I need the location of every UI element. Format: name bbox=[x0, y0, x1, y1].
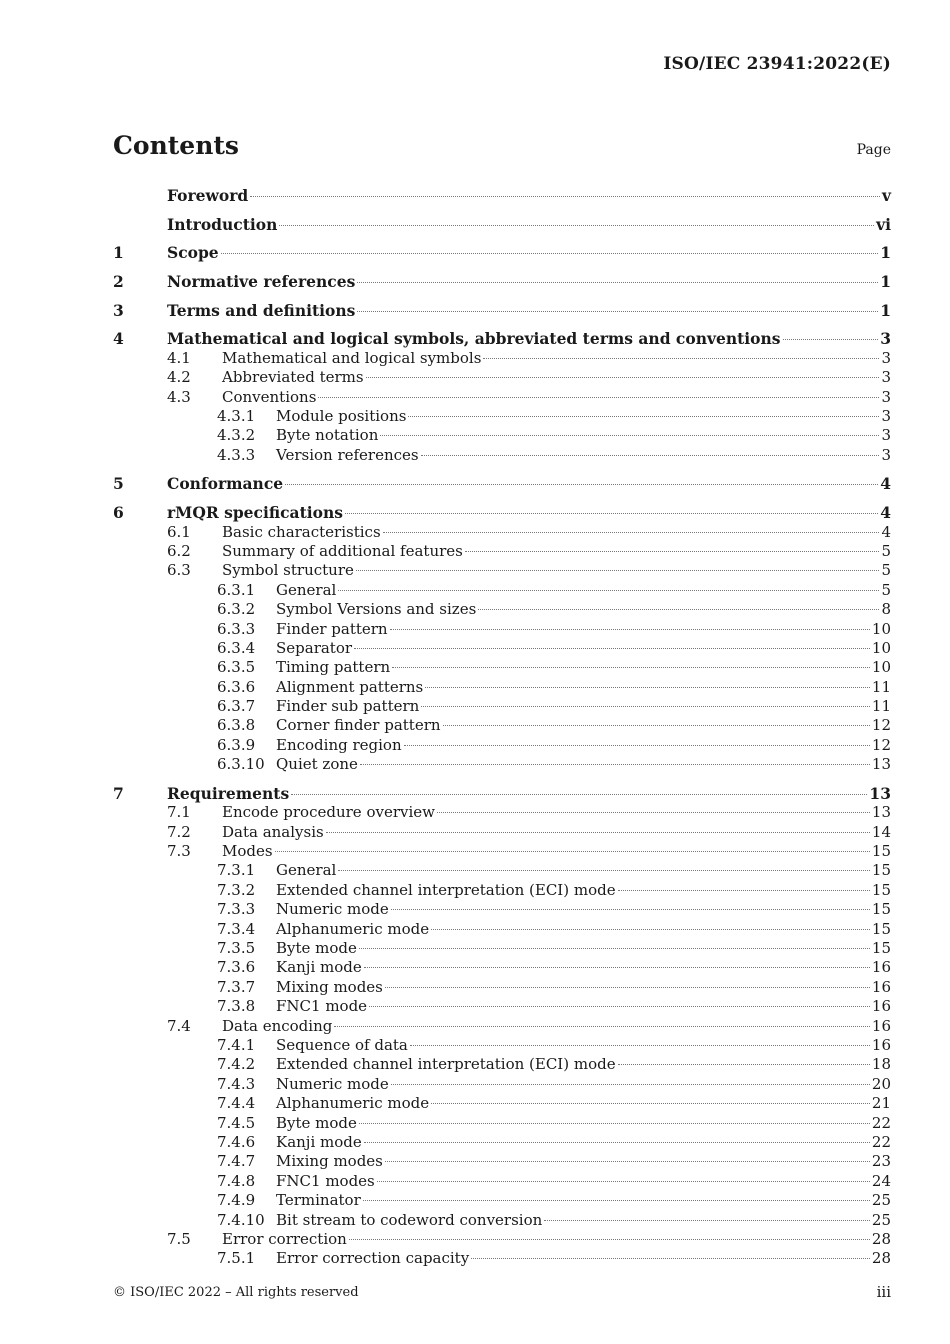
toc-entry-page: 11 bbox=[871, 677, 891, 696]
toc-entry[interactable] bbox=[113, 426, 891, 445]
toc-dot-leader bbox=[425, 686, 870, 688]
toc-entry-number: 7.4.2 bbox=[217, 1055, 256, 1074]
toc-entry-number: 6.3.1 bbox=[217, 580, 256, 599]
toc-entry-number: 6.3.7 bbox=[217, 697, 256, 716]
toc-entry-title: Alphanumeric mode bbox=[276, 1094, 430, 1113]
toc-entry-page: 5 bbox=[881, 580, 891, 599]
toc-entry-page: 23 bbox=[871, 1152, 891, 1171]
toc-entry-number: 6.3.5 bbox=[217, 658, 256, 677]
toc-dot-leader bbox=[334, 1025, 870, 1027]
toc-entry-title: FNC1 mode bbox=[276, 997, 368, 1016]
toc-entry-number: 7.1 bbox=[167, 803, 191, 822]
toc-entry[interactable] bbox=[113, 1152, 891, 1171]
toc-entry[interactable] bbox=[113, 755, 891, 774]
toc-entry-page: 21 bbox=[871, 1094, 891, 1113]
toc-entry-number: 7.3.6 bbox=[217, 958, 256, 977]
toc-entry-page: 3 bbox=[881, 387, 891, 406]
toc-entry-title: Modes bbox=[222, 842, 273, 861]
toc-dot-leader bbox=[338, 869, 870, 871]
toc-entry-number: 7.4.10 bbox=[217, 1210, 265, 1229]
toc-entry-title: Conventions bbox=[222, 387, 317, 406]
toc-dot-leader bbox=[431, 928, 870, 930]
toc-dot-leader bbox=[359, 1122, 870, 1124]
toc-entry-number: 6.3 bbox=[167, 561, 191, 580]
page-column-label: Page bbox=[856, 142, 891, 158]
toc-entry-page: 28 bbox=[871, 1249, 891, 1268]
toc-entry-title: Quiet zone bbox=[276, 755, 358, 774]
toc-entry-title: Byte mode bbox=[276, 939, 357, 958]
toc-entry-title: Kanji mode bbox=[276, 1132, 362, 1151]
toc-entry-title: Extended channel interpretation (ECI) mode bbox=[276, 880, 616, 899]
toc-dot-leader bbox=[385, 1160, 870, 1162]
document-header-id: ISO/IEC 23941:2022(E) bbox=[663, 54, 891, 74]
toc-dot-leader bbox=[478, 608, 879, 610]
toc-entry[interactable] bbox=[113, 639, 891, 658]
toc-entry-number: 6.3.4 bbox=[217, 638, 256, 657]
toc-entry-number: 7.4.1 bbox=[217, 1036, 256, 1054]
toc-entry-page: 13 bbox=[871, 755, 891, 774]
toc-entry[interactable] bbox=[113, 581, 891, 600]
toc-entry-title: Finder sub pattern bbox=[276, 697, 420, 716]
toc-dot-leader bbox=[369, 1005, 870, 1007]
toc-entry-number: 7.3.7 bbox=[217, 977, 256, 996]
toc-entry-number: 4.3.3 bbox=[217, 445, 256, 464]
toc-entry-number: 7.5 bbox=[167, 1229, 191, 1248]
toc-dot-leader bbox=[318, 396, 879, 398]
toc-dot-leader bbox=[338, 589, 879, 591]
toc-entry[interactable] bbox=[113, 1133, 891, 1152]
toc-entry-title: Data analysis bbox=[222, 822, 324, 841]
toc-entry-title: Symbol structure bbox=[222, 561, 354, 580]
toc-entry-page: 5 bbox=[881, 541, 891, 560]
table-of-contents bbox=[113, 186, 891, 1269]
toc-entry-page: 28 bbox=[871, 1229, 891, 1248]
toc-entry[interactable] bbox=[113, 1211, 891, 1230]
toc-dot-leader bbox=[275, 850, 870, 852]
toc-entry[interactable] bbox=[113, 736, 891, 755]
toc-entry-number: 6.3.8 bbox=[217, 716, 256, 735]
toc-entry[interactable] bbox=[113, 803, 891, 822]
toc-entry-number: 7.3.8 bbox=[217, 997, 256, 1016]
toc-entry-page: 25 bbox=[871, 1191, 891, 1210]
toc-entry-title: Timing pattern bbox=[276, 658, 391, 677]
toc-entry-page: 1 bbox=[880, 300, 891, 320]
toc-entry-title: Alignment patterns bbox=[276, 677, 424, 696]
toc-dot-leader bbox=[366, 376, 880, 378]
toc-entry-title: Kanji mode bbox=[276, 958, 362, 977]
toc-entry[interactable] bbox=[113, 407, 891, 426]
toc-dot-leader bbox=[326, 831, 870, 833]
toc-dot-leader bbox=[421, 454, 880, 456]
toc-entry-number: 6.3.10 bbox=[217, 755, 265, 774]
toc-entry[interactable] bbox=[113, 600, 891, 619]
toc-entry-number: 5 bbox=[113, 474, 124, 494]
toc-entry-title: Foreword bbox=[167, 186, 249, 205]
toc-entry[interactable] bbox=[113, 658, 891, 677]
toc-entry[interactable] bbox=[113, 920, 891, 939]
toc-entry-number: 7.4.6 bbox=[217, 1132, 256, 1151]
toc-entry-title: Separator bbox=[276, 638, 353, 657]
toc-entry-title: Error correction capacity bbox=[276, 1249, 470, 1268]
toc-dot-leader bbox=[356, 569, 880, 571]
toc-entry-number: 7.3.1 bbox=[217, 861, 256, 880]
toc-entry-number: 7.3.4 bbox=[217, 919, 256, 938]
toc-entry-page: 4 bbox=[880, 474, 891, 494]
toc-entry-page: 3 bbox=[881, 445, 891, 464]
toc-entry-title: Conformance bbox=[167, 474, 284, 494]
toc-entry-page: 24 bbox=[871, 1171, 891, 1190]
toc-entry[interactable] bbox=[113, 1036, 891, 1055]
toc-entry-number: 6.3.6 bbox=[217, 677, 256, 696]
toc-entry-number: 6.3.3 bbox=[217, 619, 256, 638]
toc-entry-page: 16 bbox=[871, 958, 891, 977]
toc-entry-number: 7.4.3 bbox=[217, 1074, 256, 1093]
toc-dot-leader bbox=[391, 1083, 870, 1085]
toc-entry-page: 5 bbox=[881, 561, 891, 580]
toc-entry[interactable] bbox=[113, 215, 891, 234]
toc-dot-leader bbox=[364, 966, 870, 968]
toc-entry[interactable] bbox=[113, 861, 891, 880]
toc-dot-leader bbox=[385, 986, 870, 988]
toc-entry-page: 18 bbox=[871, 1055, 891, 1074]
toc-entry[interactable] bbox=[113, 1172, 891, 1191]
toc-dot-leader bbox=[544, 1219, 870, 1221]
toc-entry-title: Error correction bbox=[222, 1229, 347, 1248]
toc-entry-number: 4.2 bbox=[167, 368, 191, 387]
footer-page-number: iii bbox=[876, 1283, 891, 1301]
toc-entry-page: 1 bbox=[880, 243, 891, 263]
toc-entry[interactable] bbox=[113, 503, 891, 522]
toc-entry-number: 6.2 bbox=[167, 541, 191, 560]
toc-dot-leader bbox=[410, 1044, 870, 1046]
toc-entry-page: 16 bbox=[871, 997, 891, 1016]
toc-entry-title: Normative references bbox=[167, 272, 356, 292]
toc-entry-title: General bbox=[276, 861, 337, 880]
toc-entry[interactable] bbox=[113, 784, 891, 803]
toc-dot-leader bbox=[380, 434, 879, 436]
toc-dot-leader bbox=[250, 195, 880, 197]
toc-entry[interactable] bbox=[113, 620, 891, 639]
toc-entry-number: 7.3.2 bbox=[217, 880, 256, 899]
toc-entry-number: 1 bbox=[113, 243, 124, 263]
toc-entry-title: Sequence of data bbox=[276, 1036, 408, 1054]
toc-entry-number: 7.4 bbox=[167, 1016, 191, 1035]
toc-entry-page: v bbox=[881, 186, 891, 205]
toc-dot-leader bbox=[359, 947, 870, 949]
toc-entry[interactable] bbox=[113, 678, 891, 697]
toc-entry-title: Module positions bbox=[276, 407, 407, 425]
toc-dot-leader bbox=[357, 310, 878, 312]
toc-entry[interactable] bbox=[113, 823, 891, 842]
toc-entry[interactable] bbox=[113, 1055, 891, 1074]
toc-entry[interactable] bbox=[113, 243, 891, 262]
toc-entry-title: Alphanumeric mode bbox=[276, 919, 430, 938]
toc-entry-page: 16 bbox=[871, 1036, 891, 1054]
toc-dot-leader bbox=[421, 705, 870, 707]
toc-entry[interactable] bbox=[113, 1191, 891, 1210]
toc-entry-page: 3 bbox=[881, 426, 891, 445]
toc-dot-leader bbox=[465, 550, 880, 552]
toc-dot-leader bbox=[363, 1199, 870, 1201]
toc-entry-number: 7.4.7 bbox=[217, 1152, 256, 1171]
toc-entry-number: 2 bbox=[113, 272, 124, 292]
toc-entry-page: 15 bbox=[871, 919, 891, 938]
toc-entry-title: General bbox=[276, 580, 337, 599]
toc-entry-number: 7.2 bbox=[167, 822, 191, 841]
toc-entry[interactable] bbox=[113, 368, 891, 387]
toc-entry-number: 4.3.1 bbox=[217, 407, 256, 425]
toc-entry-title: rMQR specifications bbox=[167, 503, 343, 523]
toc-entry-number: 4.1 bbox=[167, 348, 191, 367]
toc-dot-leader bbox=[345, 512, 878, 514]
toc-entry-title: Extended channel interpretation (ECI) mode bbox=[276, 1055, 616, 1074]
toc-entry-title: Encoding region bbox=[276, 735, 402, 754]
toc-entry-page: 20 bbox=[871, 1074, 891, 1093]
toc-entry-title: Data encoding bbox=[222, 1016, 333, 1035]
toc-entry-number: 7.3.5 bbox=[217, 939, 256, 958]
toc-entry-page: 8 bbox=[881, 600, 891, 619]
toc-entry-title: Terminator bbox=[276, 1191, 361, 1210]
toc-entry-page: 4 bbox=[881, 522, 891, 541]
toc-entry-page: 10 bbox=[871, 658, 891, 677]
toc-entry[interactable] bbox=[113, 697, 891, 716]
toc-dot-leader bbox=[391, 908, 870, 910]
toc-entry-page: 12 bbox=[871, 716, 891, 735]
toc-entry[interactable] bbox=[113, 272, 891, 291]
toc-entry-page: 22 bbox=[871, 1113, 891, 1132]
toc-entry-number: 7.4.8 bbox=[217, 1171, 256, 1190]
toc-dot-leader bbox=[291, 793, 867, 795]
toc-entry-page: 3 bbox=[881, 348, 891, 367]
toc-dot-leader bbox=[349, 1238, 870, 1240]
toc-entry[interactable] bbox=[113, 978, 891, 997]
toc-entry-title: Numeric mode bbox=[276, 1074, 389, 1093]
toc-entry-title: Requirements bbox=[167, 783, 290, 803]
toc-entry[interactable] bbox=[113, 1017, 891, 1036]
toc-dot-leader bbox=[471, 1257, 870, 1259]
toc-entry-page: 13 bbox=[871, 803, 891, 822]
toc-entry-page: 3 bbox=[881, 368, 891, 387]
toc-dot-leader bbox=[443, 724, 870, 726]
toc-dot-leader bbox=[221, 252, 879, 254]
toc-entry[interactable] bbox=[113, 446, 891, 465]
toc-entry[interactable] bbox=[113, 939, 891, 958]
toc-entry-page: 12 bbox=[871, 735, 891, 754]
toc-entry-number: 7 bbox=[113, 783, 124, 803]
toc-dot-leader bbox=[437, 811, 870, 813]
toc-entry[interactable] bbox=[113, 958, 891, 977]
toc-entry-page: 13 bbox=[869, 783, 891, 803]
toc-entry-number: 6.3.9 bbox=[217, 735, 256, 754]
toc-entry-page: 11 bbox=[871, 697, 891, 716]
toc-entry-page: 15 bbox=[871, 900, 891, 919]
toc-entry[interactable] bbox=[113, 561, 891, 580]
toc-entry-number: 6.1 bbox=[167, 522, 191, 541]
footer-copyright: © ISO/IEC 2022 – All rights reserved bbox=[113, 1285, 359, 1300]
toc-entry-title: Symbol Versions and sizes bbox=[276, 600, 477, 619]
toc-entry[interactable] bbox=[113, 900, 891, 919]
toc-entry-title: Summary of additional features bbox=[222, 541, 463, 560]
toc-dot-leader bbox=[483, 357, 879, 359]
toc-entry-number: 6.3.2 bbox=[217, 600, 256, 619]
toc-entry-title: Mathematical and logical symbols, abbreviated terms and conventions bbox=[167, 329, 781, 349]
toc-entry-number: 7.4.4 bbox=[217, 1094, 256, 1113]
toc-dot-leader bbox=[279, 224, 874, 226]
toc-entry-title: Mathematical and logical symbols bbox=[222, 348, 482, 367]
toc-entry-page: 15 bbox=[871, 939, 891, 958]
toc-entry-title: Introduction bbox=[167, 214, 278, 234]
toc-dot-leader bbox=[431, 1102, 870, 1104]
toc-entry-number: 7.3 bbox=[167, 842, 191, 861]
toc-entry[interactable] bbox=[113, 349, 891, 368]
toc-dot-leader bbox=[383, 531, 880, 533]
toc-entry-number: 4 bbox=[113, 329, 124, 349]
toc-entry-page: 16 bbox=[871, 1016, 891, 1035]
toc-entry-title: Mixing modes bbox=[276, 977, 383, 996]
toc-entry-number: 3 bbox=[113, 300, 124, 320]
toc-dot-leader bbox=[360, 763, 870, 765]
toc-entry[interactable] bbox=[113, 329, 891, 348]
toc-dot-leader bbox=[285, 483, 878, 485]
toc-entry[interactable] bbox=[113, 542, 891, 561]
toc-entry-title: Terms and definitions bbox=[167, 300, 356, 320]
toc-entry[interactable] bbox=[113, 1249, 891, 1268]
toc-entry-title: Encode procedure overview bbox=[222, 803, 435, 822]
toc-entry[interactable] bbox=[113, 1230, 891, 1249]
toc-entry-page: vi bbox=[876, 214, 891, 234]
toc-entry[interactable] bbox=[113, 301, 891, 320]
toc-entry[interactable] bbox=[113, 1075, 891, 1094]
toc-entry-page: 15 bbox=[871, 842, 891, 861]
toc-dot-leader bbox=[357, 281, 878, 283]
toc-entry-number: 6 bbox=[113, 503, 124, 523]
toc-entry[interactable] bbox=[113, 1114, 891, 1133]
toc-entry-title: FNC1 modes bbox=[276, 1171, 375, 1190]
toc-entry-title: Bit stream to codeword conversion bbox=[276, 1210, 543, 1229]
toc-entry-title: Finder pattern bbox=[276, 619, 388, 638]
toc-entry[interactable] bbox=[113, 1094, 891, 1113]
toc-dot-leader bbox=[404, 744, 870, 746]
toc-entry-number: 4.3.2 bbox=[217, 426, 256, 445]
toc-entry-page: 10 bbox=[871, 638, 891, 657]
toc-entry[interactable] bbox=[113, 523, 891, 542]
toc-dot-leader bbox=[392, 666, 870, 668]
toc-entry-number: 4.3 bbox=[167, 387, 191, 406]
toc-entry[interactable] bbox=[113, 474, 891, 493]
toc-dot-leader bbox=[618, 889, 870, 891]
toc-entry[interactable] bbox=[113, 842, 891, 861]
toc-entry[interactable] bbox=[113, 186, 891, 205]
toc-entry-page: 3 bbox=[881, 407, 891, 425]
toc-entry-page: 16 bbox=[871, 977, 891, 996]
toc-entry-number: 7.4.5 bbox=[217, 1113, 256, 1132]
toc-entry-page: 1 bbox=[880, 272, 891, 292]
toc-entry-title: Abbreviated terms bbox=[222, 368, 364, 387]
toc-entry-title: Scope bbox=[167, 243, 219, 263]
toc-entry-title: Byte notation bbox=[276, 426, 379, 445]
toc-dot-leader bbox=[408, 415, 879, 417]
toc-entry-page: 22 bbox=[871, 1132, 891, 1151]
toc-dot-leader bbox=[618, 1063, 870, 1065]
contents-title: Contents bbox=[113, 131, 240, 160]
toc-dot-leader bbox=[354, 647, 870, 649]
toc-entry-title: Basic characteristics bbox=[222, 522, 381, 541]
toc-dot-leader bbox=[390, 628, 870, 630]
toc-entry-page: 15 bbox=[871, 880, 891, 899]
toc-entry-number: 7.5.1 bbox=[217, 1249, 256, 1268]
toc-entry-number: 7.3.3 bbox=[217, 900, 256, 919]
toc-entry-title: Numeric mode bbox=[276, 900, 389, 919]
toc-entry[interactable] bbox=[113, 716, 891, 735]
toc-entry-title: Mixing modes bbox=[276, 1152, 383, 1171]
toc-entry-page: 25 bbox=[871, 1210, 891, 1229]
toc-entry[interactable] bbox=[113, 388, 891, 407]
toc-dot-leader bbox=[783, 338, 879, 340]
toc-entry-title: Corner finder pattern bbox=[276, 716, 441, 735]
toc-entry[interactable] bbox=[113, 997, 891, 1016]
toc-entry-title: Byte mode bbox=[276, 1113, 357, 1132]
toc-entry-page: 4 bbox=[880, 503, 891, 523]
toc-entry-page: 10 bbox=[871, 619, 891, 638]
toc-dot-leader bbox=[364, 1141, 870, 1143]
toc-entry[interactable] bbox=[113, 881, 891, 900]
toc-dot-leader bbox=[377, 1180, 870, 1182]
toc-entry-page: 15 bbox=[871, 861, 891, 880]
toc-entry-title: Version references bbox=[276, 445, 419, 464]
toc-entry-number: 7.4.9 bbox=[217, 1191, 256, 1210]
toc-entry-page: 14 bbox=[871, 822, 891, 841]
toc-entry-page: 3 bbox=[880, 329, 891, 349]
